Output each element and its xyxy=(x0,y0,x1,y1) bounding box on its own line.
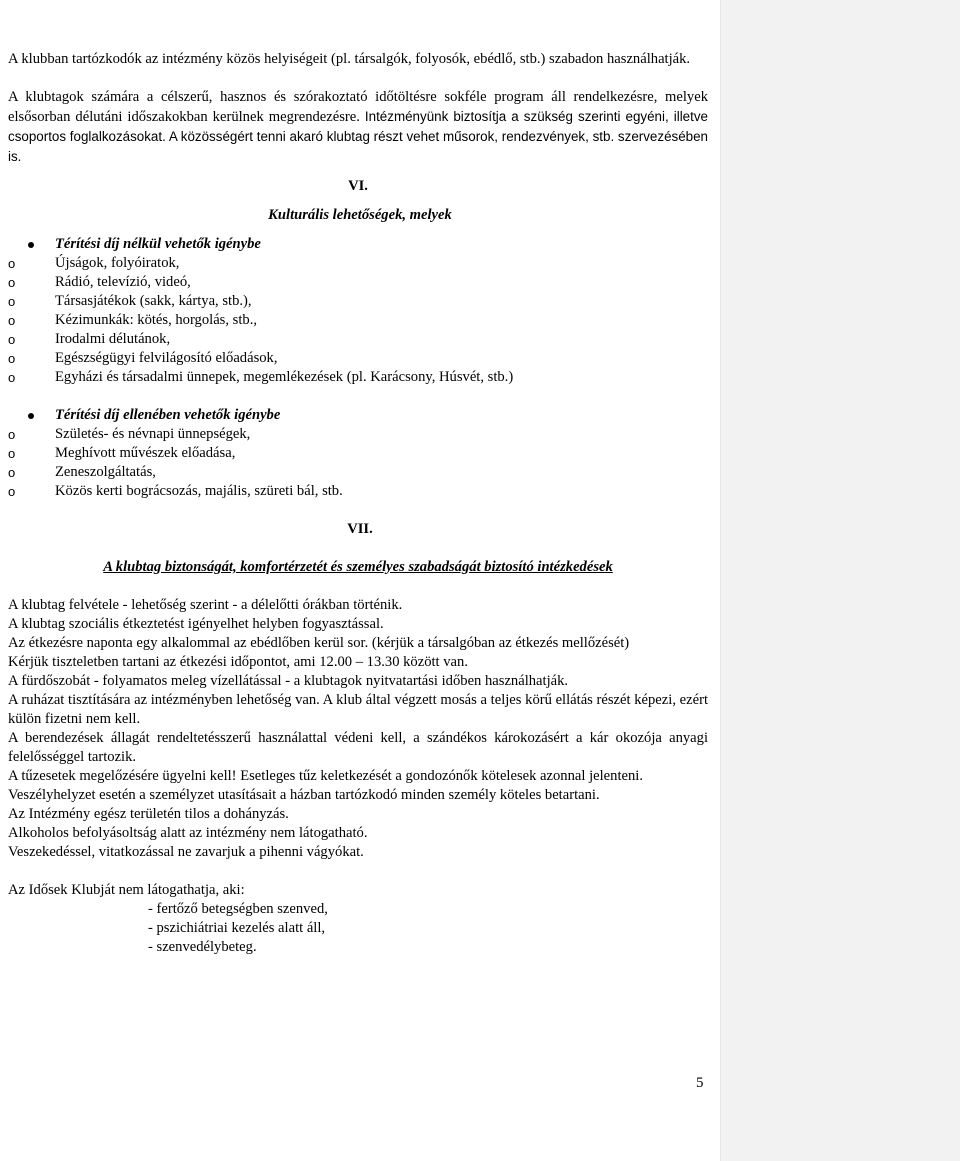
list-item xyxy=(8,463,708,482)
intro-paragraph-2 xyxy=(8,88,708,167)
circle-bullet-icon: o xyxy=(8,256,16,271)
list-item xyxy=(8,311,708,330)
free-services-heading: Térítési díj nélkül vehetők igénybe xyxy=(55,236,261,252)
circle-bullet-icon: o xyxy=(8,484,16,499)
list-item xyxy=(8,444,708,463)
circle-bullet-icon: o xyxy=(8,465,16,480)
list-item-text: Közös kerti bográcsozás, majális, szüreti bál, stb. xyxy=(55,483,343,499)
free-services-heading-item xyxy=(8,235,708,254)
circle-bullet-icon: o xyxy=(8,294,16,309)
rule-line: A klubtag szociális étkeztetést igényelhet helyben fogyasztással. xyxy=(8,616,384,632)
section-6-title: Kulturális lehetőségek, melyek xyxy=(268,207,452,223)
list-item xyxy=(8,330,708,349)
rule-line: Kérjük tiszteletben tartani az étkezési időpontot, ami 12.00 – 13.30 között van. xyxy=(8,654,468,670)
list-item xyxy=(8,349,708,368)
page-number: 5 xyxy=(696,1075,704,1091)
rule-line: A tűzesetek megelőzésére ügyelni kell! Esetleges tűz keletkezését a gondozónők kötelesek azonnal jelenteni. xyxy=(8,768,643,784)
visit-restriction-item: - pszichiátriai kezelés alatt áll, xyxy=(148,920,326,936)
free-services-list xyxy=(8,235,708,387)
intro-paragraph-2-part-a: A klubtagok számára a célszerű, hasznos és szórakoztató időtöltésre sokféle program áll rendelkezésre, melyek elsősorban délutáni időszakokban kerülnek megrendezésre. xyxy=(8,89,708,125)
rule-line: A ruházat tisztítására az intézményben lehetőség van. A klub által végzett mosás a teljes körű ellátás részét képezi, ezért külön fizetni nem kell. xyxy=(8,692,708,727)
list-item xyxy=(8,482,708,501)
visit-restriction-item: - fertőző betegségben szenved, xyxy=(148,901,328,917)
bullet-icon xyxy=(28,242,34,248)
list-item xyxy=(8,273,708,292)
list-item-text: Rádió, televízió, videó, xyxy=(55,274,191,290)
list-item-text: Születés- és névnapi ünnepségek, xyxy=(55,426,251,442)
list-item-text: Újságok, folyóiratok, xyxy=(55,255,180,271)
paid-services-heading: Térítési díj ellenében vehetők igénybe xyxy=(55,407,281,423)
visit-restriction-intro: Az Idősek Klubját nem látogathatja, aki: xyxy=(8,882,245,898)
document-content xyxy=(8,50,708,957)
circle-bullet-icon: o xyxy=(8,332,16,347)
section-6-number: VI. xyxy=(348,178,368,194)
rule-line: Az Intézmény egész területén tilos a dohányzás. xyxy=(8,806,289,822)
rule-line: Veszekedéssel, vitatkozással ne zavarjuk a pihenni vágyókat. xyxy=(8,844,364,860)
list-item-text: Meghívott művészek előadása, xyxy=(55,445,236,461)
circle-bullet-icon: o xyxy=(8,446,16,461)
section-7-number: VII. xyxy=(347,521,373,537)
paid-services-list xyxy=(8,406,708,501)
circle-bullet-icon: o xyxy=(8,313,16,328)
rule-line: A berendezések állagát rendeltetésszerű használattal védeni kell, a szándékos károkozásért a kár okozója anyagi felelősséggel tartozik. xyxy=(8,730,708,765)
circle-bullet-icon: o xyxy=(8,370,16,385)
rule-line: Az étkezésre naponta egy alkalommal az ebédlőben kerül sor. (kérjük a társalgóban az étkezés mellőzését) xyxy=(8,635,630,651)
list-item-text: Kézimunkák: kötés, horgolás, stb., xyxy=(55,312,257,328)
list-item-text: Egyházi és társadalmi ünnepek, megemlékezések (pl. Karácsony, Húsvét, stb.) xyxy=(55,369,514,385)
list-item-text: Egészségügyi felvilágosító előadások, xyxy=(55,350,278,366)
rule-line: Veszélyhelyzet esetén a személyzet utasításait a házban tartózkodó minden személy köteles betartani. xyxy=(8,787,600,803)
paid-services-heading-item xyxy=(8,406,708,425)
circle-bullet-icon: o xyxy=(8,351,16,366)
visit-restriction-item: - szenvedélybeteg. xyxy=(148,939,257,955)
rule-line: A fürdőszobát - folyamatos meleg vízellátással - a klubtagok nyitvatartási időben használhatják. xyxy=(8,673,569,689)
list-item-text: Irodalmi délutánok, xyxy=(55,331,171,347)
list-item-text: Társasjátékok (sakk, kártya, stb.), xyxy=(55,293,252,309)
circle-bullet-icon: o xyxy=(8,427,16,442)
list-item xyxy=(8,292,708,311)
section-7-title: A klubtag biztonságát, komfortérzetét és személyes szabadságát biztosító intézkedések xyxy=(103,559,613,575)
intro-paragraph-2-part-b: Intézményünk biztosítja a szükség szerinti egyéni, illetve csoportos foglalkozásokat. A közösségért tenni akaró klubtag részt vehet műsorok, rendezvények, stb. szervezésében is. xyxy=(8,109,708,164)
list-item xyxy=(8,254,708,273)
list-item xyxy=(8,425,708,444)
bullet-icon xyxy=(28,413,34,419)
intro-paragraph-1: A klubban tartózkodók az intézmény közös helyiségeit (pl. társalgók, folyosók, ebédlő, stb.) szabadon használhatják. xyxy=(8,51,691,67)
list-item-text: Zeneszolgáltatás, xyxy=(55,464,156,480)
rule-line: A klubtag felvétele - lehetőség szerint - a délelőtti órákban történik. xyxy=(8,597,403,613)
comment-margin xyxy=(720,0,960,1161)
circle-bullet-icon: o xyxy=(8,275,16,290)
list-item xyxy=(8,368,708,387)
rule-line: Alkoholos befolyásoltság alatt az intézmény nem látogatható. xyxy=(8,825,368,841)
